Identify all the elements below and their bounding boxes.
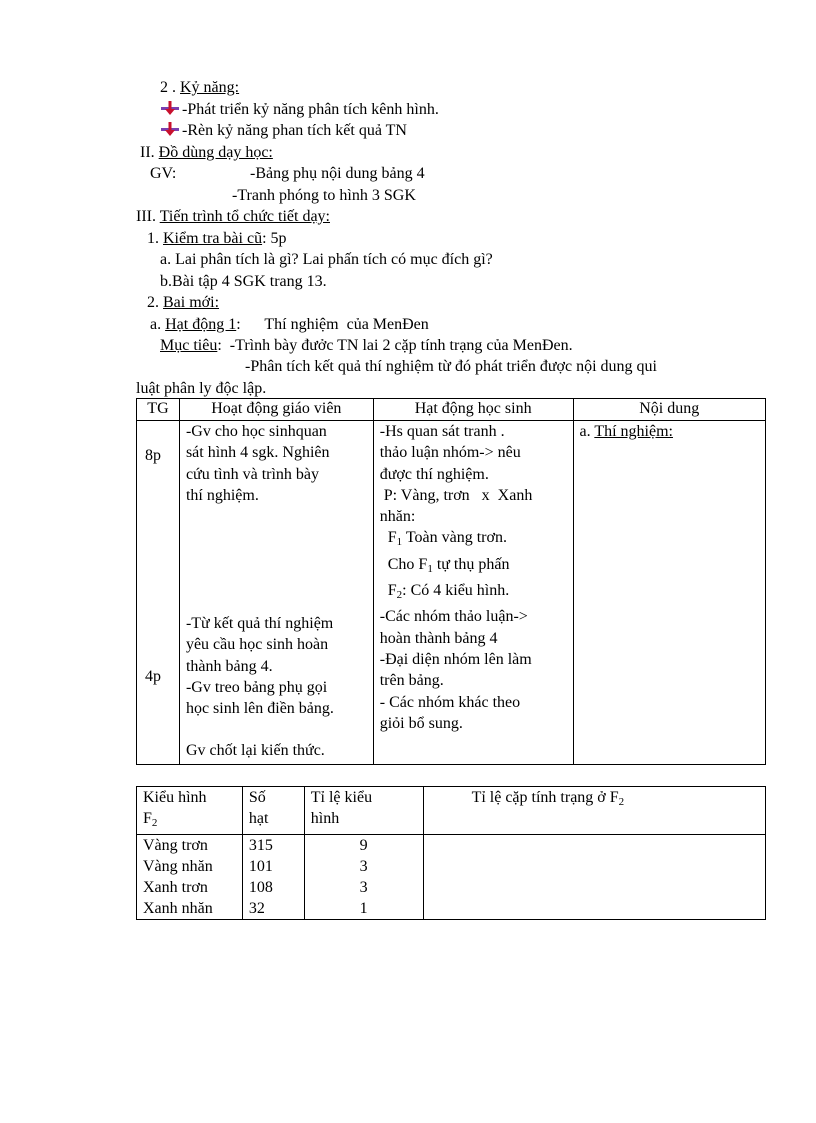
header-student: Hạt động học sinh: [373, 399, 573, 421]
time-4p: 4p: [145, 668, 161, 686]
content-experiment: a. Thí nghiệm:: [579, 423, 673, 440]
student-activity-cell: -Hs quan sát tranh . thảo luận nhóm-> nêu được thí nghiệm. P: Vàng, trơn x Xanh nhăn: $F_1$ Toàn vàng trơn. Cho $F_1$ tự thụ phấn $F_2$: Có 4 kiểu hình. -Các nhóm thảo luận-> hoàn thành bảng 4 -Đại diện nhóm lên làm trên bảng. - Các nhóm khác theo giỏi bổ sung.: [373, 421, 573, 765]
arrow-bullet-icon: [160, 100, 180, 116]
bullet-line: -Rèn kỷ năng phan tích kết quả TN: [160, 121, 407, 141]
materials-line-2: -Tranh phóng to hình 3 SGK: [232, 187, 416, 204]
kiem-tra-heading: 1. Kiểm tra bài cũ: 5p: [147, 230, 287, 247]
bai-moi-heading: 2. Bai mới:: [147, 294, 220, 311]
phenotype-ratio-table: [136, 786, 766, 920]
objective-line-3: luật phân ly độc lập.: [136, 380, 267, 397]
bullet-line: -Phát triển kỷ năng phân tích kênh hình.: [160, 100, 439, 120]
section-iii-heading: III. Tiến trình tổ chức tiết dạy:: [136, 208, 330, 225]
self-pollination-line: Cho $F_1$ tự thụ phấn: [387, 555, 510, 575]
cell-seed-count: 315 101 108 32: [242, 835, 304, 920]
content-cell: [573, 421, 765, 765]
cell-phenotype: Vàng trơn Vàng nhăn Xanh trơn Xanh nhăn: [137, 835, 243, 920]
header-seed-count: Số hạt: [242, 787, 304, 835]
gv-label: GV:: [150, 165, 177, 182]
section-ii-heading: II. Đồ dùng dạy học:: [140, 144, 273, 161]
header-teacher: Hoạt động giáo viên: [179, 399, 373, 421]
teacher-activity-cell: -Gv cho học sinhquan sát hình 4 sgk. Nghiên cứu tình và trình bày thí nghiệm. -Từ kết quả thí nghiệm yêu cầu học sinh hoàn thành bảng 4. -Gv treo bảng phụ gọi học sinh lên điền bảng. Gv chốt lại kiến thức.: [179, 421, 373, 765]
header-content: Nội dung: [573, 399, 765, 421]
f2-line: $F_2$: Có 4 kiểu hình.: [387, 582, 510, 602]
header-tg: TG: [137, 399, 180, 421]
table-header-row: [137, 787, 766, 835]
time-8p: 8p: [145, 447, 161, 464]
lesson-activity-table: [136, 398, 766, 765]
table-row: [137, 835, 766, 920]
activity-heading: a. Hạt động 1: Thí nghiệm của MenĐen: [150, 316, 429, 333]
section-2-heading: 2 . Kỷ năng:: [160, 79, 240, 96]
time-cell: [137, 421, 180, 765]
header-phenotype-ratio: Tỉ lệ kiểu hình: [304, 787, 423, 835]
table-row: [137, 421, 766, 765]
header-trait-ratio: Tỉ lệ cặp tính trạng ở $F_2$: [423, 787, 765, 835]
table-header-row: [137, 399, 766, 421]
teacher-conclusion: Gv chốt lại kiến thức.: [185, 741, 325, 759]
objective-line-2: -Phân tích kết quả thí nghiệm từ đó phát triển được nội dung qui: [245, 358, 657, 375]
question-b: b.Bài tập 4 SGK trang 13.: [160, 273, 327, 290]
cell-ratio: 9 3 3 1: [304, 835, 423, 920]
cell-trait-ratio: [423, 835, 765, 920]
header-phenotype: Kiểu hình $F_2$: [137, 787, 243, 835]
f1-line: $F_1$ Toàn vàng trơn.: [387, 529, 507, 549]
materials-line-1: -Bảng phụ nội dung bảng 4: [250, 165, 425, 182]
arrow-bullet-icon: [160, 121, 180, 137]
question-a: a. Lai phân tích là gì? Lai phấn tích có mục đích gì?: [160, 251, 493, 268]
objective-line-1: Mục tiêu: -Trình bày đưởc TN lai 2 cặp tính trạng của MenĐen.: [160, 337, 573, 354]
